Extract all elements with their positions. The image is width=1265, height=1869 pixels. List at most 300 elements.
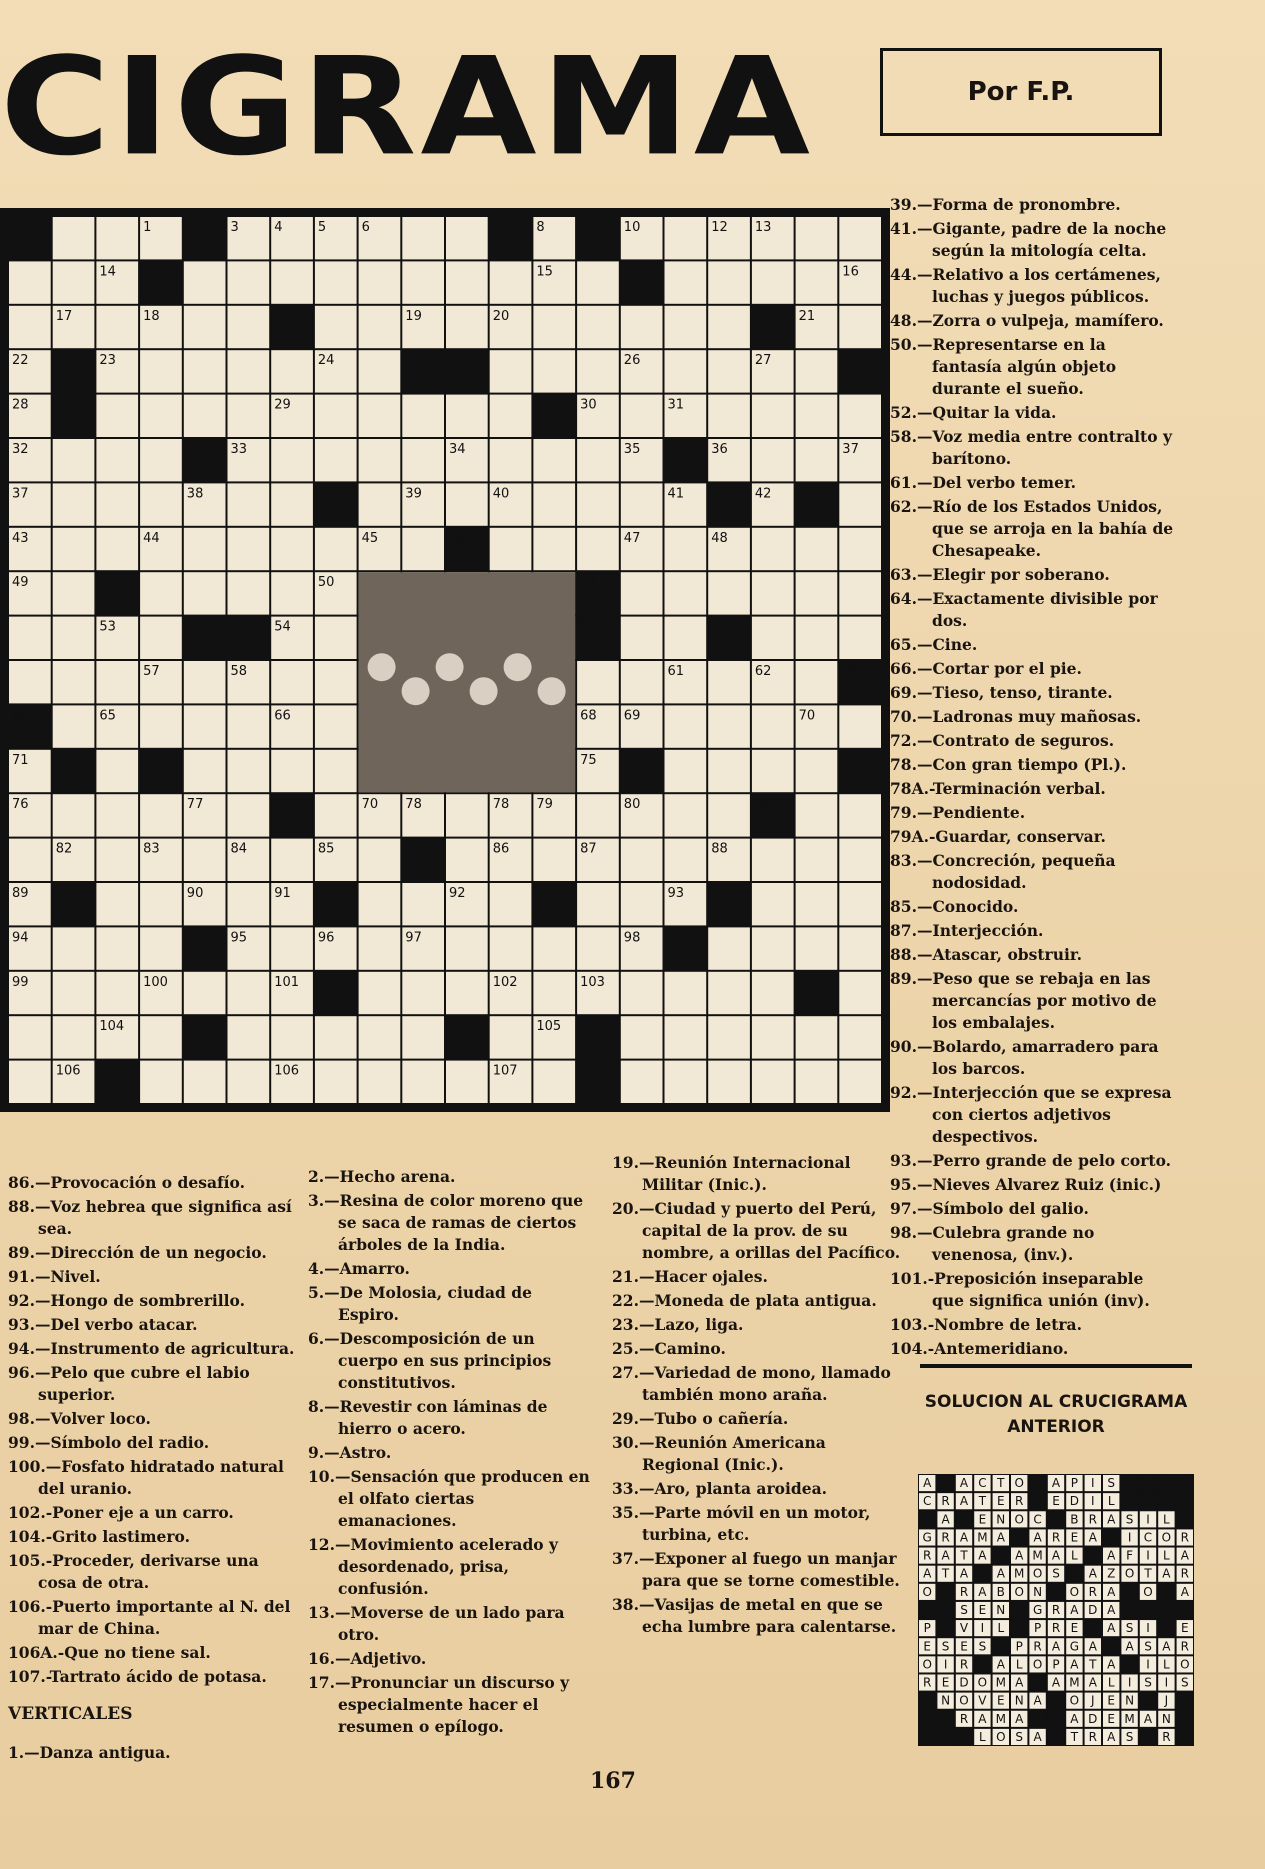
grid-cell[interactable] [665, 217, 707, 259]
grid-cell[interactable] [228, 350, 270, 392]
grid-cell[interactable] [708, 1061, 750, 1103]
grid-cell[interactable] [490, 261, 532, 303]
grid-cell[interactable] [271, 439, 313, 481]
grid-cell[interactable] [621, 617, 663, 659]
crossword-grid[interactable] [0, 208, 890, 1112]
grid-cell[interactable] [140, 883, 182, 925]
grid-cell[interactable] [839, 883, 881, 925]
grid-cell[interactable] [184, 617, 226, 659]
grid-cell[interactable] [533, 972, 575, 1014]
grid-cell[interactable] [752, 261, 794, 303]
grid-cell[interactable] [359, 1061, 401, 1103]
grid-cell[interactable] [315, 528, 357, 570]
grid-cell[interactable] [271, 306, 313, 348]
grid-cell[interactable] [9, 617, 51, 659]
grid-cell[interactable] [752, 528, 794, 570]
grid-cell[interactable] [665, 350, 707, 392]
grid-cell[interactable] [839, 306, 881, 348]
solution-cell [1177, 1511, 1193, 1527]
solution-cell [956, 1729, 972, 1745]
grid-cell[interactable] [796, 528, 838, 570]
solution-cell [974, 1656, 990, 1672]
grid-cell[interactable] [359, 261, 401, 303]
grid-cell[interactable] [9, 1016, 51, 1058]
grid-cell[interactable] [315, 395, 357, 437]
grid-cell[interactable] [708, 395, 750, 437]
grid-cell[interactable] [621, 1016, 663, 1058]
grid-cell[interactable] [796, 750, 838, 792]
grid-cell[interactable] [184, 439, 226, 481]
grid-cell[interactable] [315, 972, 357, 1014]
clue-number: 25 [449, 353, 466, 369]
grid-cell[interactable] [752, 883, 794, 925]
grid-cell[interactable] [184, 705, 226, 747]
grid-cell[interactable] [490, 1016, 532, 1058]
grid-cell[interactable] [621, 839, 663, 881]
grid-cell[interactable] [665, 261, 707, 303]
grid-cell[interactable] [184, 306, 226, 348]
grid-cell[interactable] [228, 883, 270, 925]
grid-cell[interactable] [621, 261, 663, 303]
grid-cell[interactable] [53, 528, 95, 570]
grid-cell[interactable] [446, 395, 488, 437]
grid-cell[interactable] [359, 1016, 401, 1058]
grid-cell[interactable] [9, 839, 51, 881]
grid-cell[interactable] [752, 572, 794, 614]
grid-cell[interactable] [359, 483, 401, 525]
clue-number: 10 [623, 220, 641, 235]
grid-cell[interactable] [96, 794, 138, 836]
grid-cell[interactable] [446, 306, 488, 348]
grid-cell[interactable] [53, 217, 95, 259]
grid-cell[interactable] [752, 439, 794, 481]
solution-letter: N [996, 1602, 1006, 1617]
solution-letter: G [1069, 1639, 1080, 1654]
grid-cell[interactable] [359, 395, 401, 437]
grid-cell[interactable] [708, 1016, 750, 1058]
grid-cell[interactable] [708, 483, 750, 525]
grid-cell[interactable] [96, 661, 138, 703]
grid-cell[interactable] [402, 839, 444, 881]
grid-cell[interactable] [402, 1016, 444, 1058]
grid-cell[interactable] [490, 395, 532, 437]
grid-cell[interactable] [621, 1061, 663, 1103]
grid-cell[interactable] [621, 883, 663, 925]
grid-cell[interactable] [708, 661, 750, 703]
grid-cell[interactable] [577, 528, 619, 570]
grid-cell[interactable] [839, 927, 881, 969]
grid-cell[interactable] [665, 528, 707, 570]
grid-cell[interactable] [446, 972, 488, 1014]
grid-cell[interactable] [621, 572, 663, 614]
grid-cell[interactable] [577, 483, 619, 525]
grid-cell[interactable] [184, 661, 226, 703]
grid-cell[interactable] [96, 217, 138, 259]
grid-cell[interactable] [140, 1061, 182, 1103]
grid-cell[interactable] [53, 483, 95, 525]
grid-cell[interactable] [665, 572, 707, 614]
grid-cell[interactable] [796, 617, 838, 659]
grid-cell[interactable] [315, 483, 357, 525]
grid-cell[interactable] [359, 306, 401, 348]
grid-cell[interactable] [577, 439, 619, 481]
grid-cell[interactable] [796, 839, 838, 881]
grid-cell[interactable] [315, 750, 357, 792]
grid-cell[interactable] [9, 661, 51, 703]
grid-cell[interactable] [665, 839, 707, 881]
grid-cell[interactable] [53, 1016, 95, 1058]
grid-cell[interactable] [184, 572, 226, 614]
grid-cell[interactable] [446, 794, 488, 836]
grid-cell[interactable] [796, 883, 838, 925]
grid-cell[interactable] [577, 1061, 619, 1103]
grid-cell[interactable] [839, 572, 881, 614]
grid-cell[interactable] [96, 927, 138, 969]
grid-cell[interactable] [184, 350, 226, 392]
grid-cell[interactable] [533, 350, 575, 392]
grid-cell[interactable] [839, 1016, 881, 1058]
grid-cell[interactable] [184, 261, 226, 303]
grid-cell[interactable] [796, 1016, 838, 1058]
grid-cell[interactable] [839, 350, 881, 392]
grid-cell[interactable] [140, 350, 182, 392]
grid-cell[interactable] [53, 705, 95, 747]
grid-cell[interactable] [9, 306, 51, 348]
grid-cell[interactable] [53, 972, 95, 1014]
grid-cell[interactable] [796, 350, 838, 392]
grid-cell[interactable] [577, 794, 619, 836]
grid-cell[interactable] [315, 306, 357, 348]
grid-cell[interactable] [490, 350, 532, 392]
grid-cell[interactable] [839, 395, 881, 437]
grid-cell[interactable] [708, 617, 750, 659]
grid-cell[interactable] [271, 350, 313, 392]
grid-cell[interactable] [315, 661, 357, 703]
grid-cell[interactable] [621, 483, 663, 525]
grid-cell[interactable] [53, 395, 95, 437]
grid-cell[interactable] [490, 439, 532, 481]
grid-cell[interactable] [140, 750, 182, 792]
grid-cell[interactable] [665, 306, 707, 348]
grid-cell[interactable] [708, 350, 750, 392]
grid-cell[interactable] [446, 839, 488, 881]
grid-cell[interactable] [53, 350, 95, 392]
grid-cell[interactable] [402, 972, 444, 1014]
grid-cell[interactable] [53, 927, 95, 969]
grid-cell[interactable] [708, 705, 750, 747]
grid-cell[interactable] [271, 661, 313, 703]
grid-cell[interactable] [796, 1061, 838, 1103]
grid-cell[interactable] [752, 395, 794, 437]
grid-cell[interactable] [490, 528, 532, 570]
grid-cell[interactable] [96, 483, 138, 525]
grid-cell[interactable] [446, 1016, 488, 1058]
grid-cell[interactable] [140, 572, 182, 614]
grid-cell[interactable] [228, 794, 270, 836]
grid-cell[interactable] [271, 839, 313, 881]
grid-cell[interactable] [140, 617, 182, 659]
solution-letter: I [1127, 1530, 1132, 1545]
grid-cell[interactable] [839, 483, 881, 525]
grid-cell[interactable] [184, 1016, 226, 1058]
grid-cell[interactable] [315, 1061, 357, 1103]
clue-number: 42 [754, 486, 772, 502]
grid-cell[interactable] [621, 306, 663, 348]
grid-cell[interactable] [665, 705, 707, 747]
grid-cell[interactable] [228, 972, 270, 1014]
grid-cell[interactable] [359, 439, 401, 481]
grid-cell[interactable] [446, 261, 488, 303]
grid-cell[interactable] [708, 794, 750, 836]
grid-cell[interactable] [533, 483, 575, 525]
grid-cell[interactable] [577, 927, 619, 969]
grid-cell[interactable] [839, 705, 881, 747]
grid-cell[interactable] [271, 261, 313, 303]
grid-cell[interactable] [402, 395, 444, 437]
grid-cell[interactable] [533, 395, 575, 437]
grid-cell[interactable] [752, 927, 794, 969]
grid-cell[interactable] [752, 1016, 794, 1058]
grid-cell[interactable] [184, 1061, 226, 1103]
grid-cell[interactable] [271, 528, 313, 570]
grid-cell[interactable] [315, 617, 357, 659]
grid-cell[interactable] [228, 395, 270, 437]
grid-cell[interactable] [315, 1016, 357, 1058]
grid-cell[interactable] [446, 1061, 488, 1103]
grid-cell[interactable] [402, 1061, 444, 1103]
grid-cell[interactable] [708, 750, 750, 792]
grid-cell[interactable] [665, 927, 707, 969]
grid-cell[interactable] [752, 705, 794, 747]
grid-cell[interactable] [446, 483, 488, 525]
grid-cell[interactable] [839, 972, 881, 1014]
grid-cell[interactable] [839, 217, 881, 259]
grid-cell[interactable] [271, 1016, 313, 1058]
grid-cell[interactable] [533, 1061, 575, 1103]
grid-cell[interactable] [796, 572, 838, 614]
grid-cell[interactable] [665, 972, 707, 1014]
grid-cell[interactable] [359, 927, 401, 969]
grid-cell[interactable] [839, 794, 881, 836]
grid-cell[interactable] [228, 261, 270, 303]
clue-item: 106.-Puerto importante al N. del mar de China. [8, 1597, 291, 1638]
grid-cell[interactable] [665, 617, 707, 659]
solution-letter: S [941, 1639, 950, 1654]
grid-cell[interactable] [533, 439, 575, 481]
grid-cell[interactable] [9, 217, 51, 259]
solution-letter: E [1107, 1711, 1115, 1726]
grid-cell[interactable] [228, 306, 270, 348]
grid-cell[interactable] [796, 395, 838, 437]
grid-cell[interactable] [621, 395, 663, 437]
grid-cell[interactable] [533, 528, 575, 570]
grid-cell[interactable] [96, 972, 138, 1014]
grid-cell[interactable] [839, 528, 881, 570]
grid-cell[interactable] [315, 439, 357, 481]
grid-cell[interactable] [402, 439, 444, 481]
grid-cell[interactable] [184, 972, 226, 1014]
grid-cell[interactable] [752, 617, 794, 659]
grid-cell[interactable] [577, 1016, 619, 1058]
grid-cell[interactable] [359, 972, 401, 1014]
grid-cell[interactable] [621, 972, 663, 1014]
grid-cell[interactable] [315, 883, 357, 925]
grid-cell[interactable] [796, 927, 838, 969]
grid-cell[interactable] [490, 927, 532, 969]
grid-cell[interactable] [228, 750, 270, 792]
grid-cell[interactable] [839, 1061, 881, 1103]
grid-cell[interactable] [708, 972, 750, 1014]
grid-cell[interactable] [796, 483, 838, 525]
grid-cell[interactable] [228, 617, 270, 659]
grid-cell[interactable] [96, 306, 138, 348]
grid-cell[interactable] [359, 350, 401, 392]
grid-cell[interactable] [228, 705, 270, 747]
grid-cell[interactable] [708, 927, 750, 969]
grid-cell[interactable] [9, 1061, 51, 1103]
solution-letter: T [1144, 1566, 1152, 1581]
clue-number: 21 [798, 308, 816, 324]
grid-cell[interactable] [271, 483, 313, 525]
grid-cell[interactable] [752, 1061, 794, 1103]
grid-cell[interactable] [140, 439, 182, 481]
grid-cell[interactable] [839, 750, 881, 792]
grid-cell[interactable] [665, 439, 707, 481]
grid-cell[interactable] [53, 883, 95, 925]
grid-cell[interactable] [53, 661, 95, 703]
grid-cell[interactable] [665, 1061, 707, 1103]
grid-cell[interactable] [402, 883, 444, 925]
grid-cell[interactable] [140, 483, 182, 525]
grid-cell[interactable] [315, 261, 357, 303]
grid-cell[interactable] [96, 839, 138, 881]
grid-cell[interactable] [53, 261, 95, 303]
solution-cell [1158, 1602, 1174, 1618]
grid-cell[interactable] [446, 217, 488, 259]
solution-letter: A [1051, 1476, 1061, 1491]
grid-cell[interactable] [359, 839, 401, 881]
clue-item: 88.—Voz hebrea que significa así sea. [8, 1197, 292, 1238]
grid-cell[interactable] [140, 705, 182, 747]
grid-cell[interactable] [9, 261, 51, 303]
grid-cell[interactable] [533, 306, 575, 348]
grid-cell[interactable] [271, 794, 313, 836]
grid-cell[interactable] [402, 217, 444, 259]
grid-cell[interactable] [796, 794, 838, 836]
grid-cell[interactable] [140, 927, 182, 969]
grid-cell[interactable] [796, 439, 838, 481]
solution-letter: A [996, 1657, 1005, 1672]
grid-cell[interactable] [752, 750, 794, 792]
grid-cell[interactable] [228, 1061, 270, 1103]
grid-cell[interactable] [271, 927, 313, 969]
grid-cell[interactable] [577, 306, 619, 348]
grid-cell[interactable] [53, 439, 95, 481]
grid-cell[interactable] [53, 617, 95, 659]
grid-cell[interactable] [752, 839, 794, 881]
grid-cell[interactable] [533, 839, 575, 881]
grid-cell[interactable] [184, 750, 226, 792]
grid-cell[interactable] [839, 617, 881, 659]
grid-cell[interactable] [184, 927, 226, 969]
grid-cell[interactable] [796, 972, 838, 1014]
grid-cell[interactable] [96, 439, 138, 481]
grid-cell[interactable] [796, 217, 838, 259]
grid-cell[interactable] [839, 839, 881, 881]
grid-cell[interactable] [184, 395, 226, 437]
grid-cell[interactable] [752, 306, 794, 348]
grid-cell[interactable] [96, 1061, 138, 1103]
grid-cell[interactable] [228, 528, 270, 570]
grid-cell[interactable] [708, 572, 750, 614]
solution-letter: L [1163, 1512, 1170, 1527]
grid-cell[interactable] [140, 1016, 182, 1058]
grid-cell[interactable] [708, 306, 750, 348]
grid-cell[interactable] [402, 261, 444, 303]
grid-cell[interactable] [315, 705, 357, 747]
grid-cell[interactable] [796, 661, 838, 703]
grid-cell[interactable] [96, 395, 138, 437]
grid-cell[interactable] [577, 883, 619, 925]
grid-cell[interactable] [184, 528, 226, 570]
grid-cell[interactable] [446, 927, 488, 969]
grid-cell[interactable] [228, 572, 270, 614]
grid-cell[interactable] [315, 794, 357, 836]
grid-cell[interactable] [228, 483, 270, 525]
grid-cell[interactable] [271, 572, 313, 614]
grid-cell[interactable] [577, 661, 619, 703]
solution-letter: E [978, 1512, 987, 1527]
grid-cell[interactable] [184, 839, 226, 881]
grid-cell[interactable] [752, 972, 794, 1014]
grid-cell[interactable] [621, 661, 663, 703]
grid-cell[interactable] [665, 794, 707, 836]
grid-cell[interactable] [140, 395, 182, 437]
clue-number: 38 [186, 486, 204, 502]
grid-cell[interactable] [796, 261, 838, 303]
grid-cell[interactable] [533, 927, 575, 969]
grid-cell[interactable] [533, 883, 575, 925]
grid-cell[interactable] [53, 794, 95, 836]
grid-cell[interactable] [228, 1016, 270, 1058]
grid-cell[interactable] [140, 261, 182, 303]
grid-cell[interactable] [665, 1016, 707, 1058]
solution-letter: B [996, 1584, 1005, 1599]
grid-cell[interactable] [53, 572, 95, 614]
grid-cell[interactable] [359, 883, 401, 925]
grid-cell[interactable] [140, 794, 182, 836]
grid-cell[interactable] [490, 883, 532, 925]
grid-cell[interactable] [708, 261, 750, 303]
grid-cell[interactable] [577, 261, 619, 303]
grid-cell[interactable] [402, 528, 444, 570]
clue-item: 78A.-Terminación verbal. [890, 779, 1106, 798]
grid-cell[interactable] [96, 572, 138, 614]
grid-cell[interactable] [96, 750, 138, 792]
grid-cell[interactable] [402, 350, 444, 392]
page-number: 167 [590, 1768, 636, 1794]
grid-cell[interactable] [96, 883, 138, 925]
grid-cell[interactable] [708, 883, 750, 925]
grid-cell[interactable] [577, 350, 619, 392]
grid-cell[interactable] [665, 750, 707, 792]
clue-item: 104.-Antemeridiano. [890, 1339, 1069, 1358]
grid-cell[interactable] [271, 750, 313, 792]
previous-solution-grid [918, 1474, 1194, 1746]
grid-cell[interactable] [621, 750, 663, 792]
clue-item: 48.—Zorra o vulpeja, mamífero. [890, 311, 1164, 330]
grid-cell[interactable] [96, 528, 138, 570]
